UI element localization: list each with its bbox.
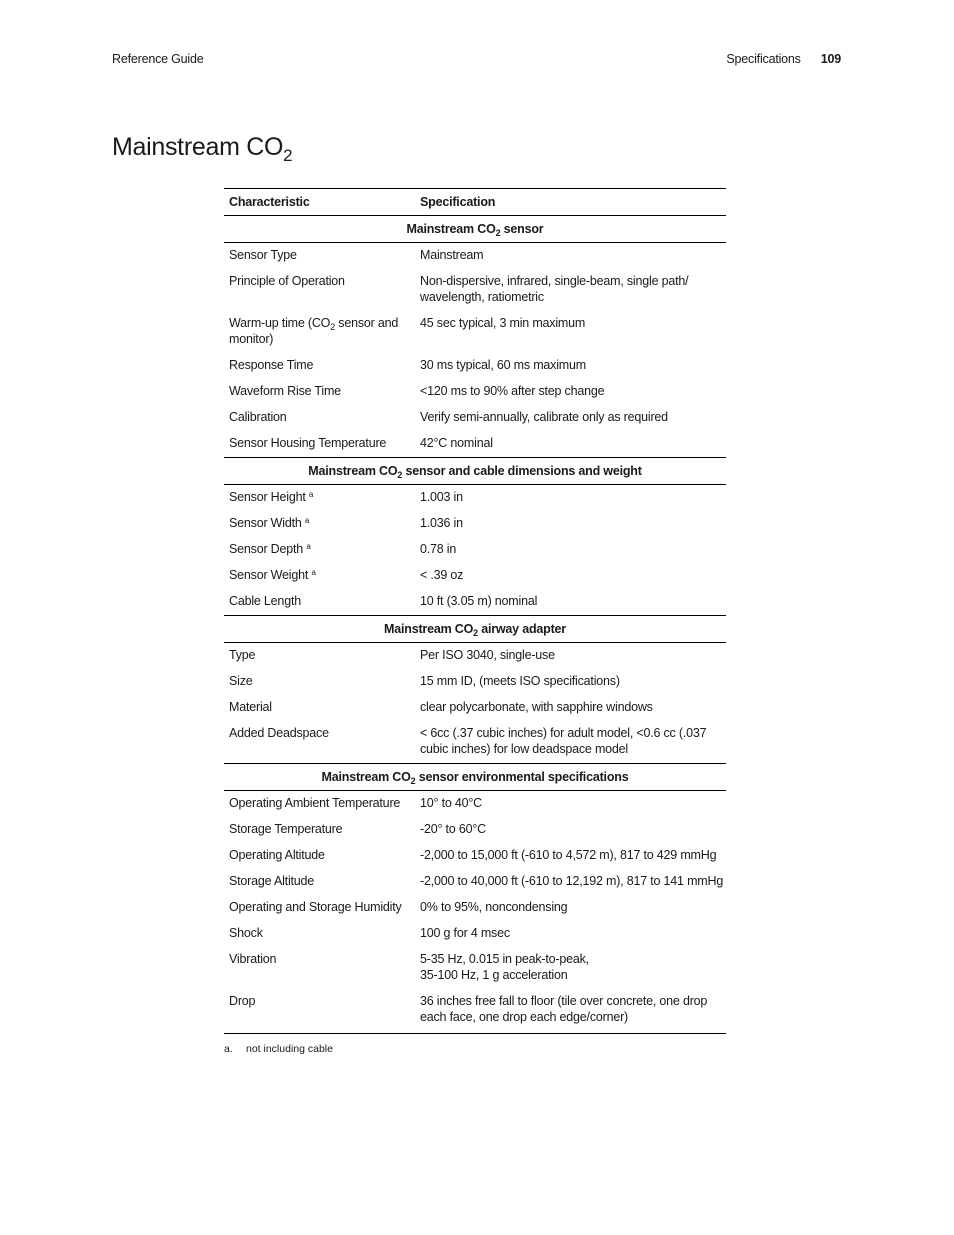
specification-cell (415, 379, 726, 405)
specification-text: 45 sec typical, 3 min maximum (420, 316, 586, 330)
table-row (224, 353, 726, 379)
header-section: Specifications (726, 52, 801, 66)
characteristic-subscript: 2 (330, 322, 336, 332)
specification-text: < .39 oz (420, 568, 464, 582)
section-title (224, 458, 726, 485)
table-row (224, 947, 726, 989)
section-header-row (224, 458, 726, 485)
specification-text: < 6cc (.37 cubic inches) for adult model, <0.6 cc (.037 cubic inches) for low deadspace model (420, 726, 707, 756)
specification-text: 0% to 95%, noncondensing (420, 900, 568, 914)
characteristic-cell (224, 947, 415, 989)
characteristic-text: Operating and Storage Humidity (229, 900, 402, 914)
section-title-text: Mainstream CO (321, 770, 411, 784)
characteristic-text: Storage Altitude (229, 874, 315, 888)
specification-text: 15 mm ID, (meets ISO specifications) (420, 674, 620, 688)
characteristic-cell (224, 243, 415, 270)
section-title-subscript: 2 (410, 776, 416, 786)
specification-cell (415, 895, 726, 921)
characteristic-text: Waveform Rise Time (229, 384, 341, 398)
section-title (224, 764, 726, 791)
page-title-subscript: 2 (283, 145, 293, 165)
characteristic-cell (224, 869, 415, 895)
section-title (224, 216, 726, 243)
characteristic-text: Sensor Depth (229, 542, 307, 556)
characteristic-cell (224, 669, 415, 695)
characteristic-cell (224, 379, 415, 405)
characteristic-text: Response Time (229, 358, 314, 372)
characteristic-suffix: sensor and monitor) (229, 316, 399, 346)
section-title-suffix: sensor environmental specifications (415, 770, 629, 784)
specification-cell (415, 947, 726, 989)
characteristic-text: Storage Temperature (229, 822, 343, 836)
table-row (224, 695, 726, 721)
characteristic-text: Added Deadspace (229, 726, 329, 740)
table-row (224, 989, 726, 1034)
section-title-text: Mainstream CO (384, 622, 474, 636)
characteristic-text: Calibration (229, 410, 287, 424)
characteristic-text: Operating Ambient Temperature (229, 796, 401, 810)
table-row (224, 817, 726, 843)
section-title-suffix: airway adapter (477, 622, 566, 636)
section-header-row (224, 616, 726, 643)
specification-text: 10 ft (3.05 m) nominal (420, 594, 538, 608)
characteristic-cell (224, 643, 415, 670)
characteristic-cell (224, 721, 415, 764)
table-row (224, 485, 726, 512)
running-header-left: Reference Guide (112, 52, 204, 66)
specification-cell (415, 511, 726, 537)
specification-text: -20° to 60°C (420, 822, 486, 836)
characteristic-cell (224, 511, 415, 537)
characteristic-cell (224, 537, 415, 563)
characteristic-cell (224, 589, 415, 616)
section-title-subscript: 2 (495, 228, 501, 238)
footnote-marker: a (308, 490, 314, 499)
table-row (224, 791, 726, 818)
table-row (224, 243, 726, 270)
page-number: 109 (820, 52, 841, 66)
section-title-subscript: 2 (473, 628, 478, 638)
table-row (224, 311, 726, 353)
specification-text: 1.003 in (420, 490, 463, 504)
characteristic-cell (224, 989, 415, 1034)
specification-text: 30 ms typical, 60 ms maximum (420, 358, 586, 372)
table-row (224, 431, 726, 458)
specification-text: -2,000 to 15,000 ft (-610 to 4,572 m), 817 to 429 mmHg (420, 848, 717, 862)
characteristic-cell (224, 485, 415, 512)
specification-text: 1.036 in (420, 516, 463, 530)
specification-cell (415, 243, 726, 270)
table-row (224, 721, 726, 764)
specification-text: Verify semi-annually, calibrate only as required (420, 410, 668, 424)
specification-text: 0.78 in (420, 542, 457, 556)
characteristic-text: Sensor Housing Temperature (229, 436, 387, 450)
column-header-specification: Specification (415, 189, 726, 216)
section-title-text: Mainstream CO (308, 464, 398, 478)
characteristic-text: Principle of Operation (229, 274, 345, 288)
characteristic-text: Type (229, 648, 256, 662)
characteristic-cell (224, 311, 415, 353)
characteristic-cell (224, 817, 415, 843)
specification-text: <120 ms to 90% after step change (420, 384, 605, 398)
section-header-row (224, 764, 726, 791)
section-title (224, 616, 726, 643)
specification-cell (415, 431, 726, 458)
spec-table (224, 188, 726, 1034)
footnote-marker: a (306, 542, 311, 551)
specification-text: 100 g for 4 msec (420, 926, 510, 940)
characteristic-cell (224, 843, 415, 869)
table-row (224, 843, 726, 869)
table-row (224, 379, 726, 405)
footnote-marker: a (311, 568, 316, 577)
characteristic-cell (224, 921, 415, 947)
characteristic-text: Vibration (229, 952, 277, 966)
characteristic-cell (224, 269, 415, 311)
table-row (224, 269, 726, 311)
specification-text: clear polycarbonate, with sapphire windows (420, 700, 653, 714)
characteristic-cell (224, 431, 415, 458)
section-title-suffix: sensor (500, 222, 544, 236)
specification-cell (415, 353, 726, 379)
specification-text: Per ISO 3040, single-use (420, 648, 555, 662)
section-header-row (224, 216, 726, 243)
characteristic-cell (224, 353, 415, 379)
column-header-characteristic: Characteristic (224, 189, 415, 216)
table-row (224, 669, 726, 695)
footnote (224, 1043, 333, 1055)
footnote-marker: a (304, 516, 310, 525)
specification-cell (415, 843, 726, 869)
specification-cell (415, 869, 726, 895)
characteristic-text: Shock (229, 926, 263, 940)
characteristic-text: Material (229, 700, 272, 714)
characteristic-text: Sensor Height (229, 490, 309, 504)
specification-text-line2: 35-100 Hz, 1 g acceleration (420, 968, 568, 982)
characteristic-text: Warm-up time (CO (229, 316, 331, 330)
section-title-subscript: 2 (397, 470, 403, 480)
table-row (224, 537, 726, 563)
specification-text: Non-dispersive, infrared, single-beam, single path/ wavelength, ratiometric (420, 274, 689, 304)
running-header-right (726, 52, 841, 66)
page-title (112, 132, 293, 165)
specification-cell (415, 643, 726, 670)
characteristic-cell (224, 791, 415, 818)
specification-text: -2,000 to 40,000 ft (-610 to 12,192 m), 817 to 141 mmHg (420, 874, 724, 888)
section-title-text: Mainstream CO (406, 222, 496, 236)
specification-cell (415, 721, 726, 764)
footnote-text: not including cable (246, 1043, 333, 1055)
specification-cell (415, 695, 726, 721)
specification-cell (415, 269, 726, 311)
characteristic-text: Cable Length (229, 594, 301, 608)
characteristic-text: Sensor Weight (229, 568, 312, 582)
table-header-row (224, 189, 726, 216)
page-title-text: Mainstream CO (112, 132, 284, 161)
table-row (224, 511, 726, 537)
specification-text: 5-35 Hz, 0.015 in peak-to-peak, (420, 952, 589, 966)
table-row (224, 921, 726, 947)
specification-cell (415, 311, 726, 353)
characteristic-text: Sensor Width (229, 516, 305, 530)
characteristic-cell (224, 895, 415, 921)
specification-cell (415, 589, 726, 616)
characteristic-text: Operating Altitude (229, 848, 325, 862)
table-row (224, 563, 726, 589)
specification-text: 36 inches free fall to floor (tile over concrete, one drop each face, one drop each edge/corner) (420, 994, 708, 1024)
characteristic-cell (224, 563, 415, 589)
section-title-suffix: sensor and cable dimensions and weight (402, 464, 642, 478)
table-row (224, 895, 726, 921)
specification-cell (415, 405, 726, 431)
specification-cell (415, 791, 726, 818)
specification-cell (415, 485, 726, 512)
characteristic-cell (224, 695, 415, 721)
specification-cell (415, 817, 726, 843)
specification-text: Mainstream (420, 248, 484, 262)
specification-cell (415, 989, 726, 1034)
table-row (224, 405, 726, 431)
table-row (224, 869, 726, 895)
specification-cell (415, 669, 726, 695)
characteristic-text: Drop (229, 994, 256, 1008)
specification-cell (415, 921, 726, 947)
characteristic-cell (224, 405, 415, 431)
characteristic-text: Size (229, 674, 253, 688)
table-row (224, 589, 726, 616)
specification-cell (415, 537, 726, 563)
specification-text: 42°C nominal (420, 436, 493, 450)
table-row (224, 643, 726, 670)
characteristic-text: Sensor Type (229, 248, 297, 262)
footnote-label: a. (224, 1043, 233, 1055)
specification-cell (415, 563, 726, 589)
specification-text: 10° to 40°C (420, 796, 483, 810)
